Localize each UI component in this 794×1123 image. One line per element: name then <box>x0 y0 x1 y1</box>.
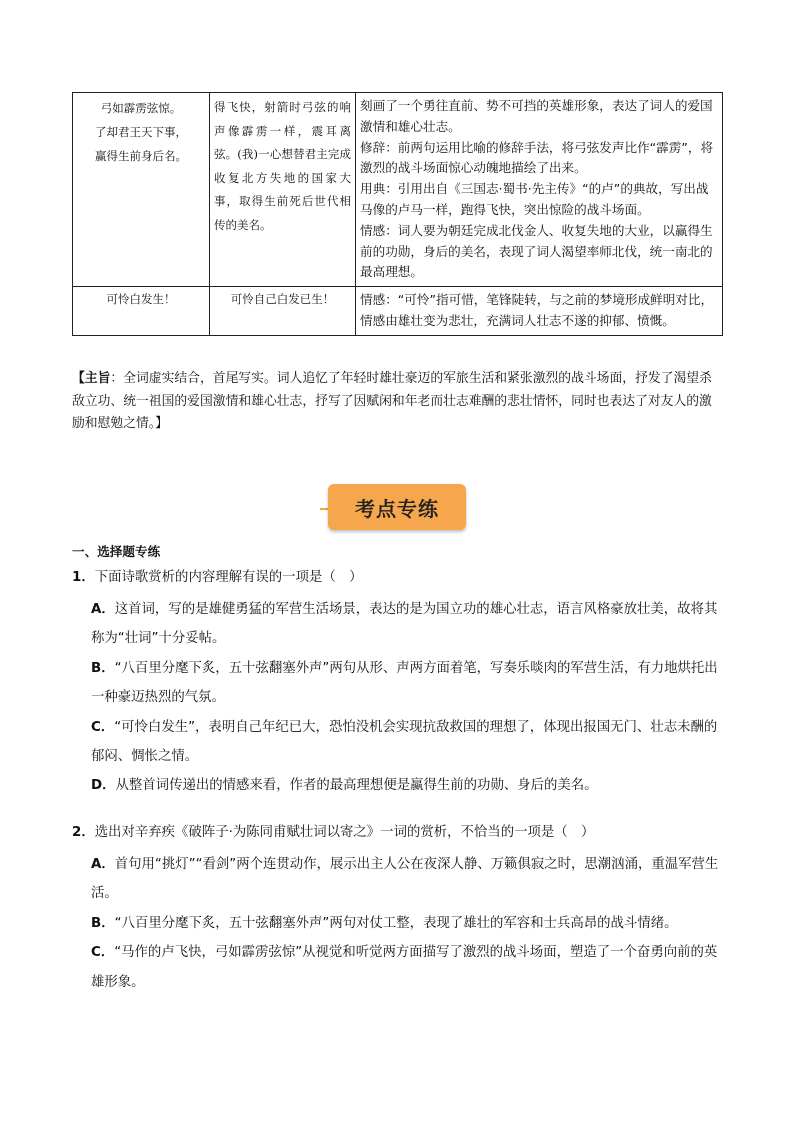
option-text: 从整首词传递出的情感来看，作者的最高理想便是赢得生前的功勋、身后的美名。 <box>115 778 598 794</box>
option-text: 首句用“挑灯”“看剑”两个连贯动作，展示出主人公在夜深人静、万籁俱寂之时，思潮汹涌，重温军营生活。 <box>91 857 719 902</box>
option-c[interactable] <box>72 938 724 997</box>
analysis-paragraph <box>360 96 718 138</box>
table-row <box>73 287 723 336</box>
analysis-label: 用典： <box>360 181 398 197</box>
translation-cell: 得飞快，射箭时弓弦的响声像霹雳一样，震耳离弦。(我)一心想替君主完成收复北方失地的国家大事，取得生前死后世代相传的美名。 <box>210 93 356 287</box>
original-line: 了却君王天下事， <box>95 125 187 139</box>
analysis-text: 前两句运用比喻的修辞手法，将弓弦发声比作“霹雳”，将激烈的战斗场面惊心动魄地描绘了出来。 <box>360 139 714 176</box>
analysis-paragraph <box>360 290 718 332</box>
option-a[interactable] <box>72 595 724 654</box>
badge-box <box>328 484 466 530</box>
option-letter: C． <box>91 945 115 961</box>
analysis-paragraph <box>360 138 718 180</box>
section-badge <box>320 484 470 534</box>
option-b[interactable] <box>72 909 724 938</box>
option-c[interactable] <box>72 713 724 772</box>
table-row <box>73 93 723 287</box>
analysis-cell <box>356 93 723 287</box>
option-letter: D． <box>91 778 116 794</box>
analysis-text: 刻画了一个勇往直前、势不可挡的英雄形象，表达了词人的爱国激情和雄心壮志。 <box>360 98 713 134</box>
option-text: “八百里分麾下炙，五十弦翻塞外声”两句对仗工整，表现了雄壮的军容和士兵高昂的战斗情绪。 <box>114 915 678 931</box>
analysis-paragraph <box>360 179 718 221</box>
section-title: 一、选择题专练 <box>72 544 161 559</box>
question-number: 1． <box>72 570 95 585</box>
original-line: 弓如霹雳弦惊。 <box>100 101 182 115</box>
analysis-text: 引用出自《三国志·蜀书·先主传》“的卢”的典故，写出战马像的卢马一样，跑得飞快，突出惊险的战斗场面。 <box>360 181 709 217</box>
analysis-text: “可怜”指可惜，笔锋陡转，与之前的梦境形成鲜明对比，情感由雄壮变为悲壮，充满词人壮志不遂的抑郁、愤慨。 <box>360 292 714 328</box>
question-1 <box>72 568 724 801</box>
option-text: “可怜白发生”，表明自己年纪已大，恐怕没机会实现抗敌救国的理想了，体现出报国无门、壮志未酬的郁闷、惆怅之情。 <box>91 719 718 765</box>
option-letter: C． <box>91 719 115 735</box>
option-list <box>72 595 724 801</box>
theme-summary <box>72 368 724 436</box>
option-text: “马作的卢飞快，弓如霹雳弦惊”从视觉和听觉两方面描写了激烈的战斗场面，塑造了一个奋勇向前的英雄形象。 <box>91 945 718 990</box>
option-b[interactable] <box>72 654 724 713</box>
original-text-cell <box>73 93 210 287</box>
option-d[interactable] <box>72 771 724 800</box>
option-a[interactable] <box>72 850 724 909</box>
question-stem <box>72 823 724 843</box>
question-text: 选出对辛弃疾《破阵子·为陈同甫赋壮词以寄之》一词的赏析，不恰当的一项是（ ） <box>94 825 595 840</box>
option-letter: A． <box>91 602 115 617</box>
original-line: 赢得生前身后名。 <box>95 149 187 163</box>
analysis-cell <box>356 287 723 336</box>
option-text: 这首词，写的是雄健勇猛的军营生活场景，表达的是为国立功的雄心壮志，语言风格豪放壮美，故将其称为“壮词”十分妥帖。 <box>91 602 718 647</box>
option-text: “八百里分麾下炙，五十弦翻塞外声”两句从形、声两方面着笔，写奏乐啖肉的军营生活，有力地烘托出一种豪迈热烈的气氛。 <box>91 660 718 706</box>
poem-analysis-table <box>72 92 723 336</box>
question-number: 2． <box>72 825 95 840</box>
theme-label: 主旨 <box>84 371 111 386</box>
translation-cell: 可怜自己白发已生！ <box>210 287 356 336</box>
option-list <box>72 850 724 997</box>
question-2 <box>72 823 724 997</box>
analysis-label: 情感： <box>360 292 398 308</box>
analysis-label: 修辞： <box>360 139 398 155</box>
analysis-text: 词人要为朝廷完成北伐金人、收复失地的大业，以赢得生前的功勋，身后的美名，表现了词人渴望率师北伐，统一南北的最高理想。 <box>360 222 713 280</box>
question-stem <box>72 568 724 588</box>
original-text-cell: 可怜白发生！ <box>73 287 210 336</box>
option-letter: B． <box>91 660 115 676</box>
badge-label: 考点专练 <box>355 496 439 521</box>
question-text: 下面诗歌赏析的内容理解有误的一项是（ ） <box>94 570 363 585</box>
option-letter: A． <box>91 857 115 872</box>
theme-text: ：全词虚实结合，首尾写实。词人追忆了年轻时雄壮豪迈的军旅生活和紧张激烈的战斗场面，抒发了渴望杀敌立功、统一祖国的爱国激情和雄心壮志，抒写了因赋闲和年老而壮志难酬的悲壮情怀，同时也表达了对友人的激励和慰勉之情。】 <box>72 371 712 432</box>
analysis-paragraph <box>360 221 718 283</box>
analysis-label: 情感： <box>360 222 398 238</box>
option-letter: B． <box>91 915 115 931</box>
theme-open-bracket: 【 <box>72 371 85 386</box>
